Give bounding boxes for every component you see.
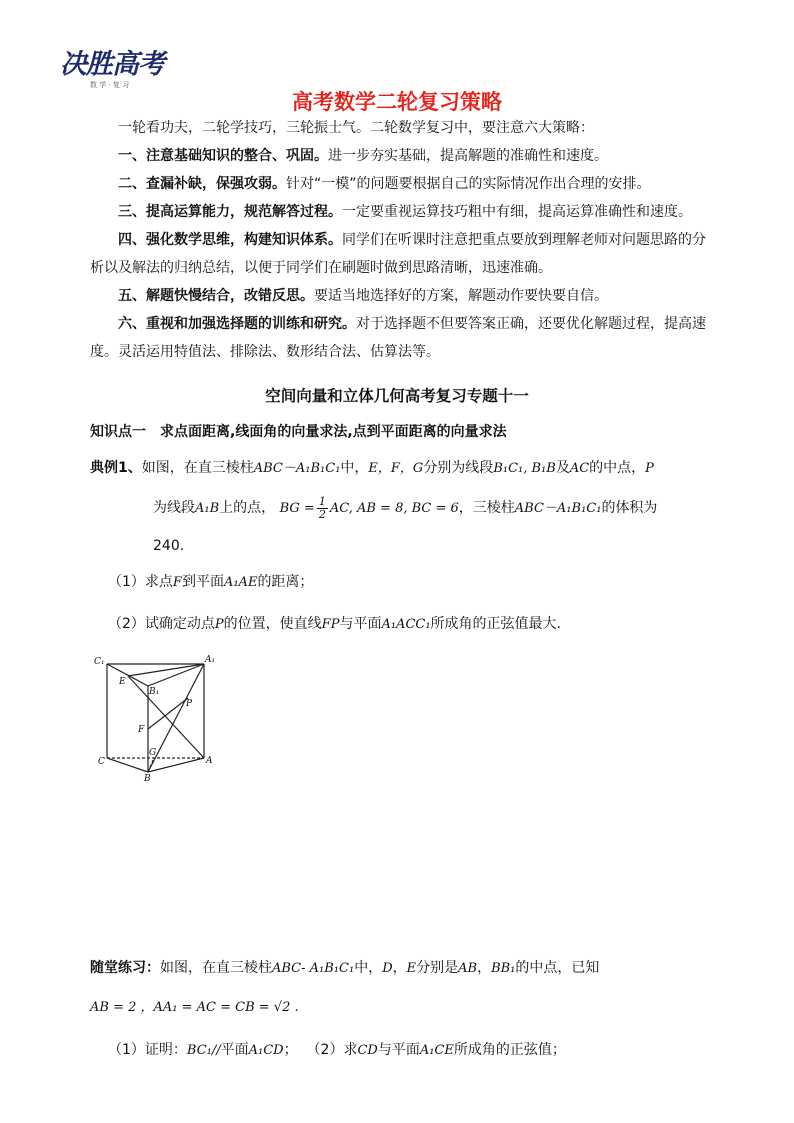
label-a1: A₁ <box>205 655 216 665</box>
practice-questions <box>108 1036 728 1065</box>
example-line-1 <box>90 454 730 483</box>
question-text: （1）求点 <box>108 574 173 590</box>
example-text: 上的点， <box>219 500 276 516</box>
page-title: 高考数学二轮复习策略 <box>292 90 502 114</box>
example-text: 的体积为 <box>601 500 658 516</box>
strategy-2 <box>90 170 710 198</box>
question-text: 所成角的正弦值； <box>453 1042 566 1058</box>
practice-math: ABC- A₁B₁C₁ <box>272 961 355 976</box>
example-question-2 <box>108 610 728 639</box>
edge-b-a <box>148 758 204 772</box>
label-c: C <box>98 757 105 767</box>
strategy-4-text: 同学们在听课时注意把重点要放到理解老师对问题思路的分析以及解法的归纳总结，以便于同学们在刷题时做到思路清晰，迅速准确。 <box>90 232 706 276</box>
question-text: 的位置，使直线 <box>223 616 322 632</box>
strategy-5 <box>90 282 710 310</box>
segment-e-a <box>128 676 204 758</box>
fraction-denominator: 2 <box>318 507 326 521</box>
practice-math: AB <box>458 961 478 976</box>
example-label: 典例1、 <box>90 460 142 476</box>
question-text: 到平面 <box>181 574 224 590</box>
label-b1: B₁ <box>149 687 160 697</box>
strategy-3-heading: 三、提高运算能力，规范解答过程。 <box>118 204 342 220</box>
practice-text: ， <box>477 960 492 976</box>
practice-line-1 <box>90 954 730 983</box>
strategy-5-heading: 五、解题快慢结合，改错反思。 <box>118 288 314 304</box>
logo-subtitle: 数 学 · 复 习 <box>90 81 130 89</box>
logo-text: 决胜高考 <box>60 49 164 80</box>
label-a: A <box>206 756 213 766</box>
question-text: ； <box>283 1042 298 1058</box>
question-math: CD <box>357 1043 378 1058</box>
label-g: G <box>149 748 157 758</box>
example-text: 的中点， <box>589 460 646 476</box>
strategy-2-text: 针对“一模”的问题要根据自己的实际情况作出合理的安排。 <box>286 176 651 192</box>
example-math: B₁C₁, B₁B <box>493 461 556 476</box>
question-math: A₁ACC₁ <box>381 617 431 632</box>
practice-math: BB₁ <box>491 961 516 976</box>
strategy-6-text: 对于选择题不但要答案正确，还要优化解题过程，提高速度。灵活运用特值法、排除法、数形结合法、估算法等。 <box>90 316 706 360</box>
example-text: 为线段 <box>153 500 195 516</box>
intro-paragraph: 一轮看功夫，二轮学技巧，三轮振士气。二轮数学复习中，要注意六大策略： <box>118 120 594 136</box>
segment-b-g-hidden <box>148 758 154 772</box>
practice-text: 分别是 <box>416 960 459 976</box>
fraction-numerator: 1 <box>318 494 326 508</box>
question-text: （2）求 <box>306 1042 358 1058</box>
strategy-4-heading: 四、强化数学思维，构建知识体系。 <box>118 232 342 248</box>
prism-figure <box>92 652 222 782</box>
question-text: 与平面 <box>339 616 382 632</box>
question-math: BC₁// <box>186 1043 221 1058</box>
question-text: 所成角的正弦值最大. <box>430 616 561 632</box>
edge-c1-b1 <box>107 664 148 686</box>
example-math: AC <box>569 461 590 476</box>
strategy-1-heading: 一、注意基础知识的整合、巩固。 <box>118 148 328 164</box>
strategy-5-text: 要适当地选择好的方案，解题动作要快要自信。 <box>314 288 608 304</box>
example-text: ，三棱柱 <box>458 500 515 516</box>
label-c1: C₁ <box>94 657 105 667</box>
strategy-4 <box>90 226 710 282</box>
label-e: E <box>119 677 126 687</box>
practice-text: 中， <box>354 960 383 976</box>
practice-label: 随堂练习： <box>90 960 160 976</box>
strategy-1 <box>90 142 710 170</box>
question-text: 与平面 <box>377 1042 420 1058</box>
example-text: 中， <box>340 460 369 476</box>
knowledge-point: 知识点一 求点面距离,线面角的向量求法,点到平面距离的向量求法 <box>90 424 507 440</box>
practice-math: D <box>382 961 393 976</box>
example-math: ABC－A₁B₁C₁ <box>514 501 602 516</box>
strategy-6 <box>90 310 710 366</box>
fraction <box>317 496 328 521</box>
example-text: 分别为线段 <box>423 460 494 476</box>
label-f: F <box>138 725 145 735</box>
label-b: B <box>144 774 151 782</box>
question-text: （1）证明： <box>108 1042 187 1058</box>
question-math: A₁AE <box>223 575 258 590</box>
question-text: 的距离； <box>257 574 314 590</box>
label-p: P <box>186 699 193 709</box>
example-text: 如图，在直三棱柱 <box>141 460 254 476</box>
question-math: A₁CD <box>248 1043 284 1058</box>
example-volume: 240. <box>153 538 185 554</box>
example-math: E，F，G <box>368 461 424 476</box>
strategy-3-text: 一定要重视运算技巧粗中有细，提高运算准确性和速度。 <box>342 204 692 220</box>
practice-condition: AB = 2 ，AA₁ = AC = CB = √2 . <box>90 1000 299 1015</box>
example-text: 及 <box>555 460 570 476</box>
question-text: （2）试确定动点 <box>108 616 215 632</box>
edge-c-b <box>107 758 148 772</box>
example-question-1 <box>108 568 728 597</box>
practice-text: 的中点，已知 <box>515 960 600 976</box>
example-math: BG = <box>279 501 315 516</box>
question-math: A₁CE <box>419 1043 454 1058</box>
strategy-1-text: 进一步夯实基础，提高解题的准确性和速度。 <box>328 148 608 164</box>
example-line-2 <box>153 494 713 523</box>
example-math: P <box>645 461 654 476</box>
example-math: ABC－A₁B₁C₁ <box>253 461 341 476</box>
question-math: F <box>172 575 182 590</box>
example-math: A₁B <box>195 501 220 516</box>
edge-a1-b <box>148 664 204 772</box>
strategy-6-heading: 六、重视和加强选择题的训练和研究。 <box>118 316 356 332</box>
segment-f-p <box>148 698 188 729</box>
strategy-2-heading: 二、查漏补缺，保强攻弱。 <box>118 176 286 192</box>
question-math: P <box>214 617 224 632</box>
section-title: 空间向量和立体几何高考复习专题十一 <box>265 387 529 405</box>
practice-text: ， <box>392 960 407 976</box>
edge-b1-a1 <box>148 664 204 686</box>
practice-math: E <box>406 961 417 976</box>
segment-e-a1 <box>128 664 204 676</box>
strategy-3 <box>90 198 710 226</box>
question-math: FP <box>321 617 340 632</box>
example-math: AC, AB = 8, BC = 6 <box>329 501 459 516</box>
question-text: 平面 <box>220 1042 249 1058</box>
practice-text: 如图，在直三棱柱 <box>160 960 272 976</box>
